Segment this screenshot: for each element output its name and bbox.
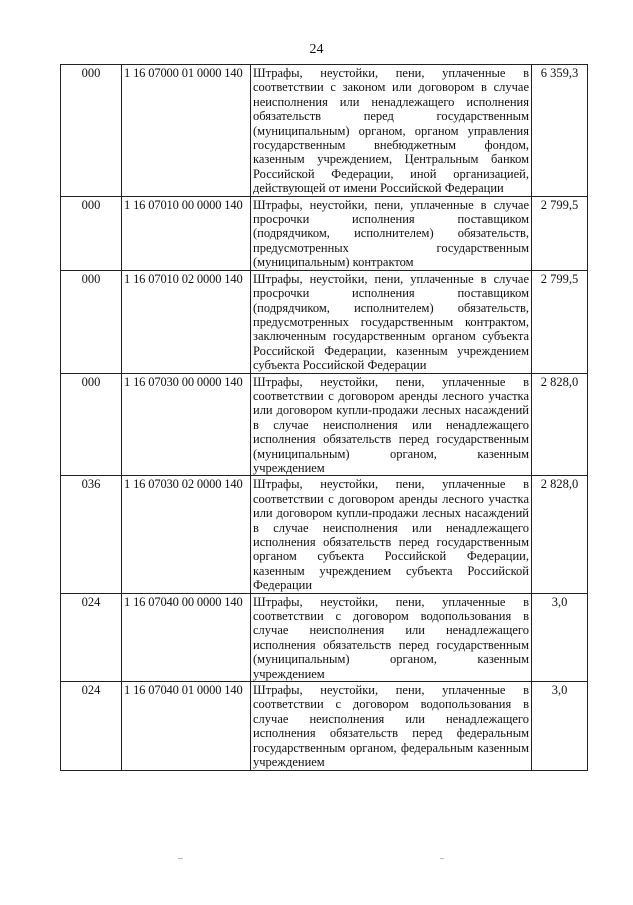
table-row bbox=[61, 476, 588, 593]
page-number: 24 bbox=[309, 42, 324, 57]
amount-cell: 2 828,0 bbox=[532, 476, 588, 593]
revenue-description-cell: Штрафы, неустойки, пени, уплаченные в соответствии с договором водопользования в случае неисполнения или ненадлежащего исполнения обязательств перед федеральным государственным органом, федеральным казенным учреждением bbox=[251, 682, 532, 770]
budget-classification-code-cell: 1 16 07040 00 0000 140 bbox=[122, 593, 251, 681]
revenue-description-cell: Штрафы, неустойки, пени, уплаченные в случае просрочки исполнения поставщиком (подрядчиком, исполнителем) обязательств, предусмотренных государственным (муниципальным) контрактом bbox=[251, 196, 532, 270]
amount-cell: 3,0 bbox=[532, 682, 588, 770]
table-row bbox=[61, 593, 588, 681]
admin-code-cell: 024 bbox=[61, 593, 122, 681]
revenue-description-cell: Штрафы, неустойки, пени, уплаченные в случае просрочки исполнения поставщиком (подрядчиком, исполнителем) обязательств, предусмотренных государственным контрактом, заключенным государственным органом субъекта Российской Федерации, казенным учреждением субъекта Российской Федерации bbox=[251, 270, 532, 373]
amount-cell: 2 799,5 bbox=[532, 270, 588, 373]
admin-code-cell: 024 bbox=[61, 682, 122, 770]
scan-artifact-mark bbox=[178, 858, 183, 859]
amount-cell: 3,0 bbox=[532, 593, 588, 681]
revenue-description-cell: Штрафы, неустойки, пени, уплаченные в соответствии с договором аренды лесного участка или договором купли-продажи лесных насаждений в случае неисполнения или ненадлежащего исполнения обязательств перед государственным органом субъекта Российской Федерации, казенным учреждением субъекта Российской Федерации bbox=[251, 476, 532, 593]
amount-cell: 2 828,0 bbox=[532, 373, 588, 476]
budget-revenue-table bbox=[60, 64, 588, 771]
admin-code-cell: 000 bbox=[61, 65, 122, 197]
revenue-description-cell: Штрафы, неустойки, пени, уплаченные в соответствии с договором аренды лесного участка или договором купли-продажи лесных насаждений в случае неисполнения или ненадлежащего исполнения обязательств перед государственным (муниципальным) органом, казенным учреждением bbox=[251, 373, 532, 476]
admin-code-cell: 000 bbox=[61, 373, 122, 476]
amount-cell: 2 799,5 bbox=[532, 196, 588, 270]
budget-classification-code-cell: 1 16 07000 01 0000 140 bbox=[122, 65, 251, 197]
revenue-description-cell: Штрафы, неустойки, пени, уплаченные в соответствии с договором водопользования в случае неисполнения или ненадлежащего исполнения обязательств перед государственным (муниципальным) органом, казенным учреждением bbox=[251, 593, 532, 681]
admin-code-cell: 000 bbox=[61, 270, 122, 373]
table-row bbox=[61, 373, 588, 476]
table-row bbox=[61, 270, 588, 373]
table-row bbox=[61, 65, 588, 197]
budget-classification-code-cell: 1 16 07040 01 0000 140 bbox=[122, 682, 251, 770]
budget-classification-code-cell: 1 16 07030 02 0000 140 bbox=[122, 476, 251, 593]
table-row bbox=[61, 682, 588, 770]
amount-cell: 6 359,3 bbox=[532, 65, 588, 197]
admin-code-cell: 036 bbox=[61, 476, 122, 593]
scan-artifact-mark bbox=[440, 858, 444, 859]
budget-classification-code-cell: 1 16 07010 00 0000 140 bbox=[122, 196, 251, 270]
admin-code-cell: 000 bbox=[61, 196, 122, 270]
revenue-description-cell: Штрафы, неустойки, пени, уплаченные в соответствии с законом или договором в случае неисполнения или ненадлежащего исполнения обязательств перед государственным (муниципальным) органом, органом управления государственным внебюджетным фондом, казенным учреждением, Центральным банком Российской Федерации, иной организацией, действующей от имени Российской Федерации bbox=[251, 65, 532, 197]
table-row bbox=[61, 196, 588, 270]
budget-classification-code-cell: 1 16 07030 00 0000 140 bbox=[122, 373, 251, 476]
budget-classification-code-cell: 1 16 07010 02 0000 140 bbox=[122, 270, 251, 373]
